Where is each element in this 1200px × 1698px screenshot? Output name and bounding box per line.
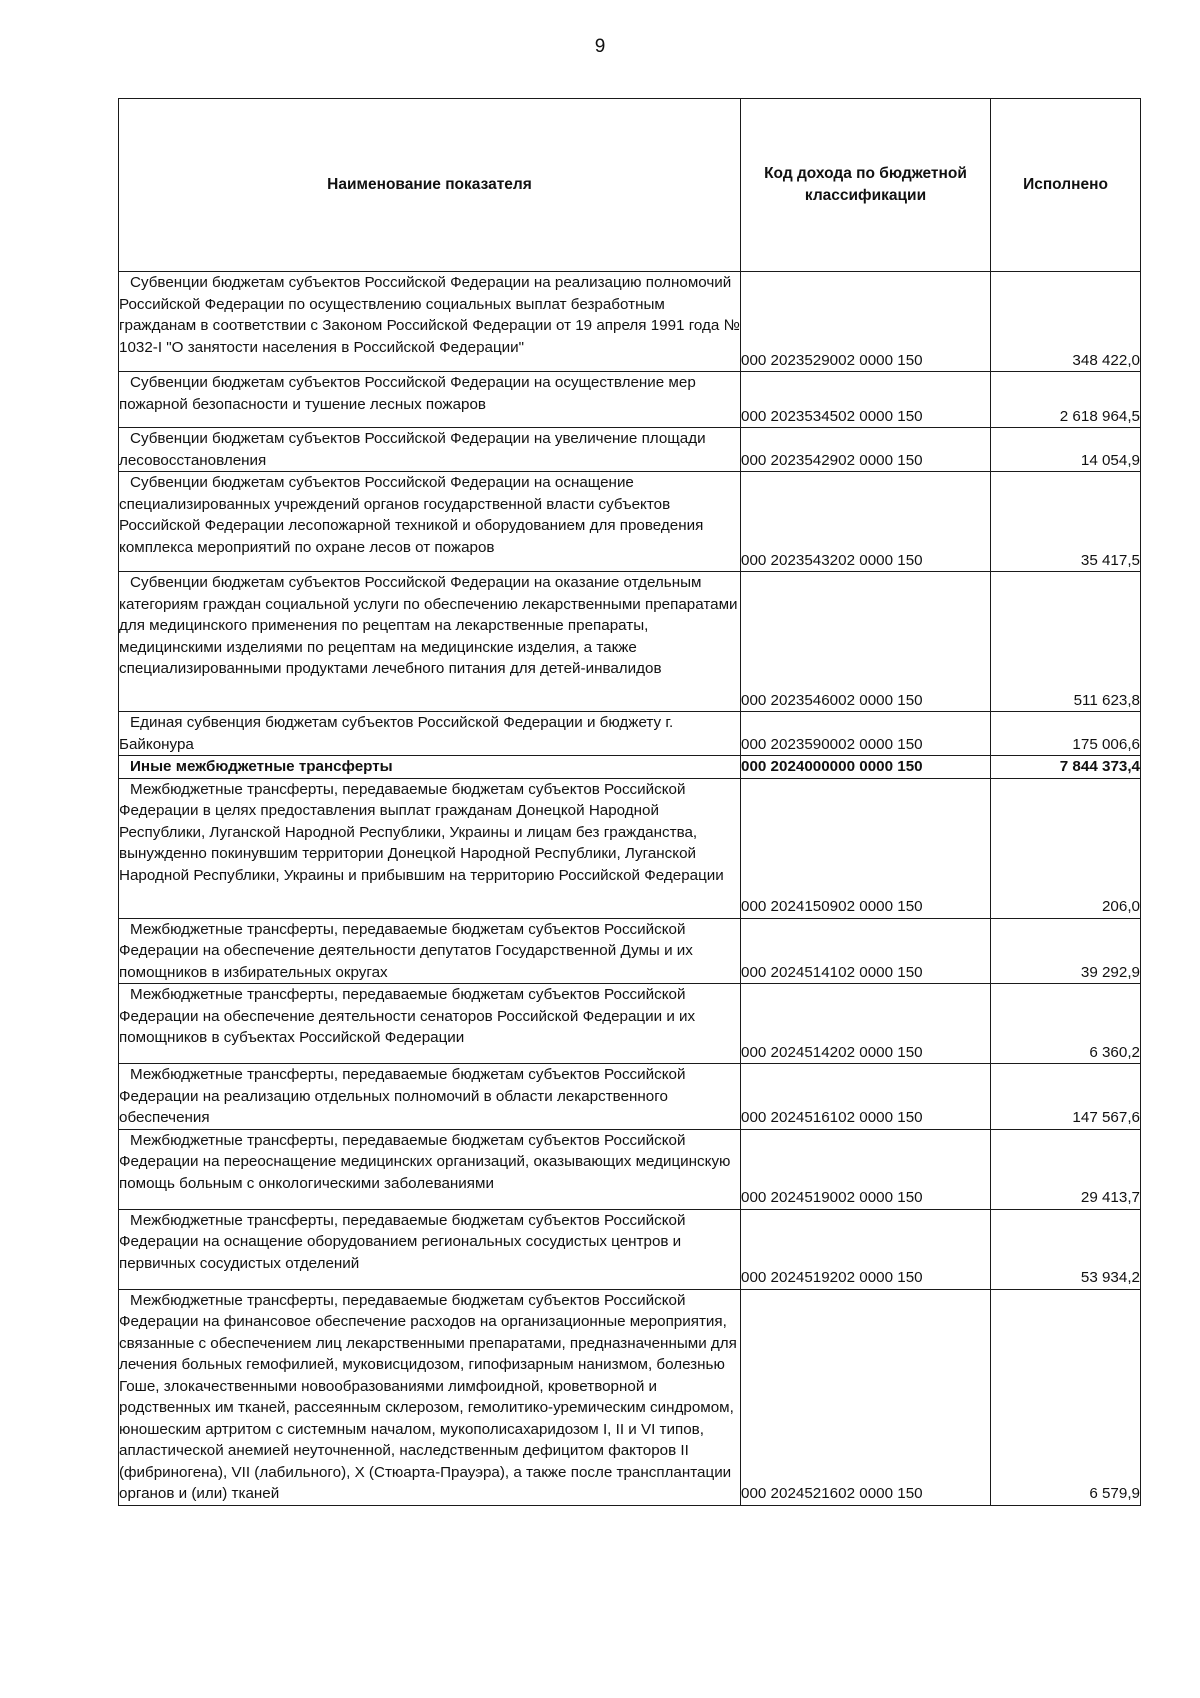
row-name: Межбюджетные трансферты, передаваемые бюджетам субъектов Российской Федерации на оснащение оборудованием региональных сосудистых центров и первичных сосудистых отделений — [119, 1209, 741, 1289]
row-name: Субвенции бюджетам субъектов Российской Федерации на оказание отдельным категориям граждан социальной услуги по обеспечению лекарственными препаратами для медицинского применения по рецептам на лекарственные препараты, медицинскими изделиями по рецептам на медицинские изделия, а также специализированными продуктами лечебного питания для детей-инвалидов — [119, 572, 741, 712]
row-executed: 206,0 — [991, 778, 1141, 918]
table-row — [119, 572, 1141, 712]
table-row — [119, 712, 1141, 756]
row-code: 000 2023543202 0000 150 — [741, 472, 991, 572]
table-row — [119, 272, 1141, 372]
row-name: Субвенции бюджетам субъектов Российской Федерации на осуществление мер пожарной безопасности и тушение лесных пожаров — [119, 372, 741, 428]
row-executed: 53 934,2 — [991, 1209, 1141, 1289]
row-name: Субвенции бюджетам субъектов Российской Федерации на увеличение площади лесовосстановления — [119, 428, 741, 472]
row-executed: 35 417,5 — [991, 472, 1141, 572]
table-row — [119, 1129, 1141, 1209]
row-executed: 511 623,8 — [991, 572, 1141, 712]
row-name: Межбюджетные трансферты, передаваемые бюджетам субъектов Российской Федерации на обеспечение деятельности депутатов Государственной Думы и их помощников в избирательных округах — [119, 918, 741, 984]
row-code: 000 2024516102 0000 150 — [741, 1064, 991, 1130]
row-executed: 147 567,6 — [991, 1064, 1141, 1130]
table-row — [119, 372, 1141, 428]
row-code: 000 2023529002 0000 150 — [741, 272, 991, 372]
row-name: Межбюджетные трансферты, передаваемые бюджетам субъектов Российской Федерации на переоснащение медицинских организаций, оказывающих медицинскую помощь больным с онкологическими заболеваниями — [119, 1129, 741, 1209]
row-code: 000 2024521602 0000 150 — [741, 1289, 991, 1505]
row-executed: 2 618 964,5 — [991, 372, 1141, 428]
table-row — [119, 1289, 1141, 1505]
row-name: Единая субвенция бюджетам субъектов Российской Федерации и бюджету г. Байконура — [119, 712, 741, 756]
row-code: 000 2023546002 0000 150 — [741, 572, 991, 712]
table-row — [119, 1064, 1141, 1130]
row-executed: 29 413,7 — [991, 1129, 1141, 1209]
page-number: 9 — [594, 36, 606, 57]
row-executed: 6 360,2 — [991, 984, 1141, 1064]
row-code: 000 2024514102 0000 150 — [741, 918, 991, 984]
table-row — [119, 428, 1141, 472]
row-executed: 39 292,9 — [991, 918, 1141, 984]
row-name: Межбюджетные трансферты, передаваемые бюджетам субъектов Российской Федерации на обеспечение деятельности сенаторов Российской Федерации и их помощников в субъектах Российской Федерации — [119, 984, 741, 1064]
row-code: 000 2023590002 0000 150 — [741, 712, 991, 756]
header-executed: Исполнено — [991, 99, 1141, 272]
row-name: Иные межбюджетные трансферты — [119, 756, 741, 779]
header-name: Наименование показателя — [119, 99, 741, 272]
row-executed: 348 422,0 — [991, 272, 1141, 372]
row-executed: 6 579,9 — [991, 1289, 1141, 1505]
income-table — [118, 98, 1141, 1506]
table-header-row — [119, 99, 1141, 272]
row-code: 000 2024519202 0000 150 — [741, 1209, 991, 1289]
row-code: 000 2024000000 0000 150 — [741, 756, 991, 779]
row-code: 000 2024150902 0000 150 — [741, 778, 991, 918]
row-executed: 7 844 373,4 — [991, 756, 1141, 779]
table-row — [119, 918, 1141, 984]
row-name: Субвенции бюджетам субъектов Российской Федерации на реализацию полномочий Российской Федерации по осуществлению социальных выплат безработным гражданам в соответствии с Законом Российской Федерации от 19 апреля 1991 года № 1032-I "О занятости населения в Российской Федерации" — [119, 272, 741, 372]
header-code: Код дохода по бюджетной классификации — [741, 99, 991, 272]
row-name: Межбюджетные трансферты, передаваемые бюджетам субъектов Российской Федерации на реализацию отдельных полномочий в области лекарственного обеспечения — [119, 1064, 741, 1130]
row-name: Межбюджетные трансферты, передаваемые бюджетам субъектов Российской Федерации в целях предоставления выплат гражданам Донецкой Народной Республики, Луганской Народной Республики, Украины и лицам без гражданства, вынужденно покинувшим территории Донецкой Народной Республики, Луганской Народной Республики, Украины и прибывшим на территорию Российской Федерации — [119, 778, 741, 918]
table-row — [119, 472, 1141, 572]
table-row — [119, 778, 1141, 918]
row-code: 000 2024519002 0000 150 — [741, 1129, 991, 1209]
row-code: 000 2023542902 0000 150 — [741, 428, 991, 472]
row-executed: 14 054,9 — [991, 428, 1141, 472]
table-row — [119, 756, 1141, 779]
row-code: 000 2023534502 0000 150 — [741, 372, 991, 428]
row-executed: 175 006,6 — [991, 712, 1141, 756]
row-name: Межбюджетные трансферты, передаваемые бюджетам субъектов Российской Федерации на финансовое обеспечение расходов на организационные мероприятия, связанные с обеспечением лиц лекарственными препаратами, предназначенными для лечения больных гемофилией, муковисцидозом, гипофизарным нанизмом, болезнью Гоше, злокачественными новообразованиями лимфоидной, кроветворной и родственных им тканей, рассеянным склерозом, гемолитико-уремическим синдромом, юношеским артритом с системным началом, мукополисахаридозом I, II и VI типов, апластической анемией неуточненной, наследственным дефицитом факторов II (фибриногена), VII (лабильного), X (Стюарта-Прауэра), а также после трансплантации органов и (или) тканей — [119, 1289, 741, 1505]
row-code: 000 2024514202 0000 150 — [741, 984, 991, 1064]
row-name: Субвенции бюджетам субъектов Российской Федерации на оснащение специализированных учреждений органов государственной власти субъектов Российской Федерации лесопожарной техникой и оборудованием для проведения комплекса мероприятий по охране лесов от пожаров — [119, 472, 741, 572]
table-row — [119, 1209, 1141, 1289]
table-row — [119, 984, 1141, 1064]
